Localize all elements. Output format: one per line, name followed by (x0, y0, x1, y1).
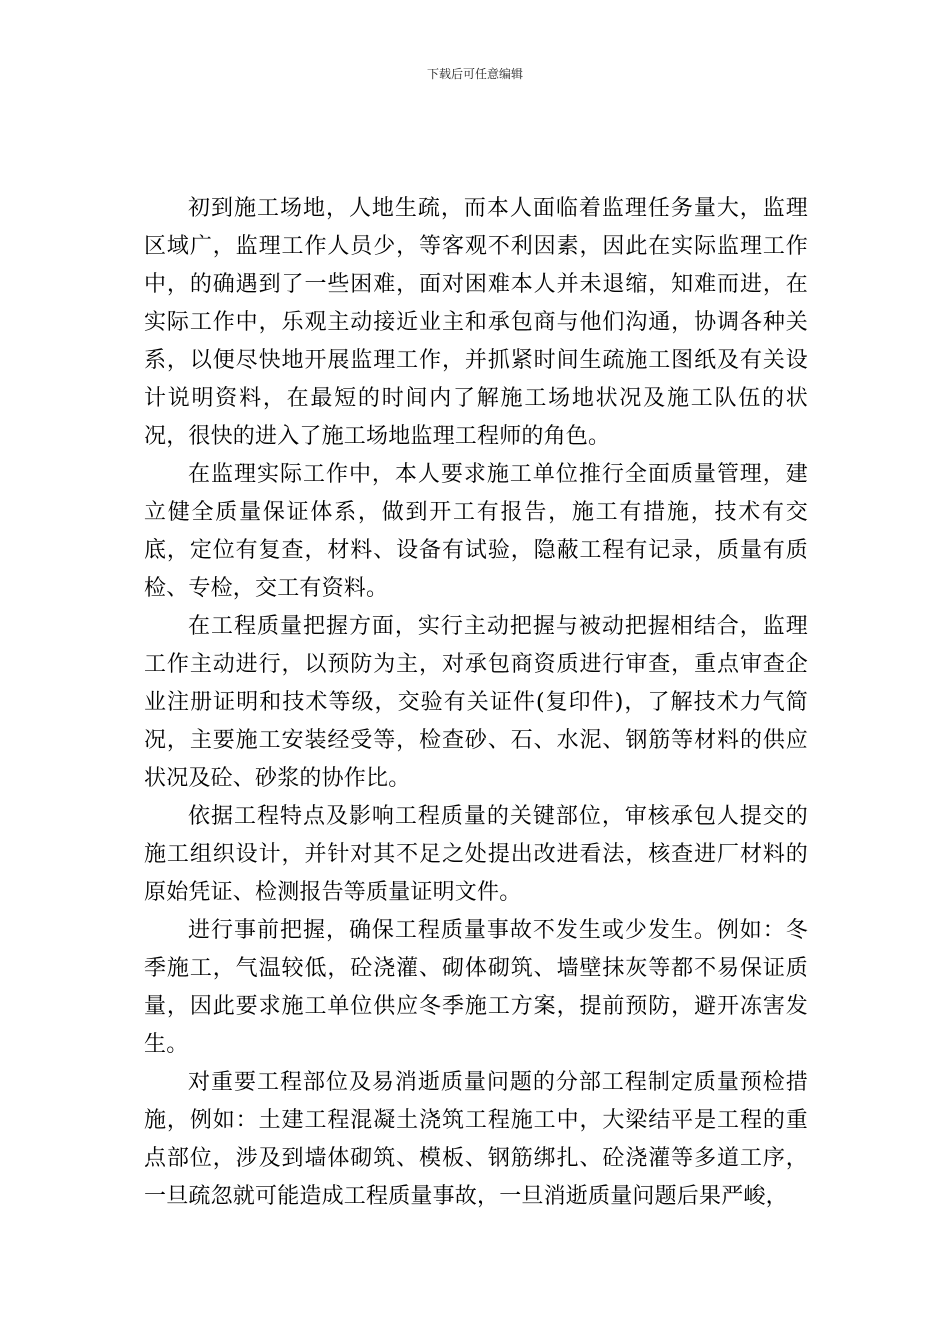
header-note: 下载后可任意编辑 (426, 67, 523, 81)
paragraph: 初到施工场地，人地生疏，而本人面临着监理任务量大，监理区域广，监理工作人员少，等客观不利因素，因此在实际监理工作中，的确遇到了一些困难，面对困难本人并未退缩，知难而进，在实际工作中，乐观主动接近业主和承包商与他们沟通，协调各种关系，以便尽快地开展监理工作，并抓紧时间生疏施工图纸及有关设计说明资料，在最短的时间内了解施工场地状况及施工队伍的状况，很快的进入了施工场地监理工程师的角色。 (144, 196, 808, 449)
paragraph: 在工程质量把握方面，实行主动把握与被动把握相结合，监理工作主动进行，以预防为主，对承包商资质进行审查，重点审查企业注册证明和技术等级，交验有关证件(复印件)，了解技术力气简况，主要施工安装经受等，检查砂、石、水泥、钢筋等材料的供应状况及砼、砂浆的协作比。 (144, 614, 808, 791)
paragraph: 依据工程特点及影响工程质量的关键部位，审核承包人提交的施工组织设计，并针对其不足之处提出改进看法，核查进厂材料的原始凭证、检测报告等质量证明文件。 (144, 804, 808, 905)
paragraph: 对重要工程部位及易消逝质量问题的分部工程制定质量预检措施，例如：土建工程混凝土浇筑工程施工中，大梁结平是工程的重点部位，涉及到墙体砌筑、模板、钢筋绑扎、砼浇灌等多道工序，一旦疏忽就可能造成工程质量事故，一旦消逝质量问题后果严峻， (144, 1070, 808, 1209)
body-text (144, 190, 808, 1216)
paragraph: 在监理实际工作中，本人要求施工单位推行全面质量管理，建立健全质量保证体系，做到开工有报告，施工有措施，技术有交底，定位有复查，材料、设备有试验，隐蔽工程有记录，质量有质检、专检，交工有资料。 (144, 462, 808, 601)
paragraph: 进行事前把握，确保工程质量事故不发生或少发生。例如：冬季施工，气温较低，砼浇灌、砌体砌筑、墙壁抹灰等都不易保证质量，因此要求施工单位供应冬季施工方案，提前预防，避开冻害发生。 (144, 918, 808, 1057)
